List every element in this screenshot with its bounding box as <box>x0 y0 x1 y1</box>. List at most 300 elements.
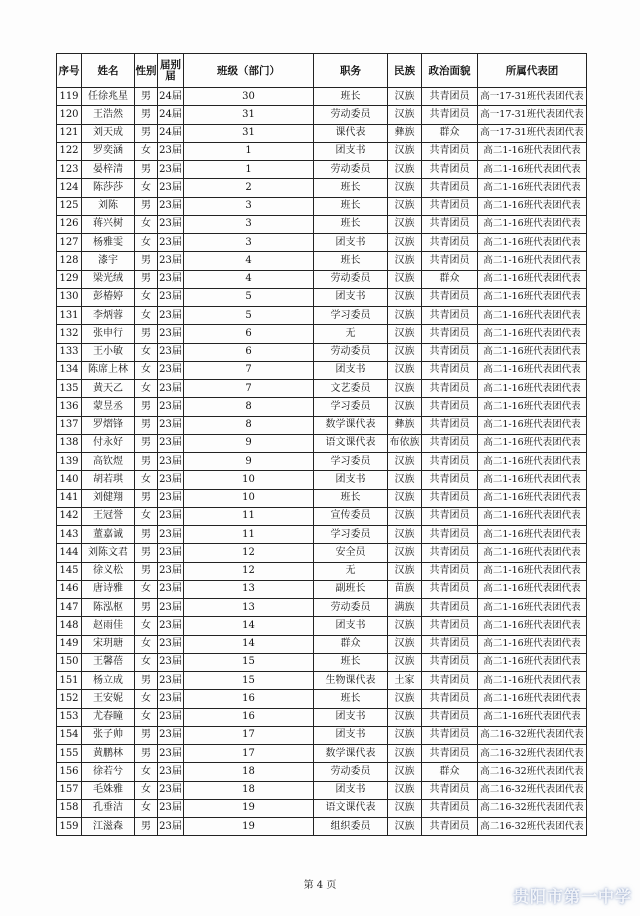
cell-gender: 男 <box>135 562 158 580</box>
cell-cohort: 23届 <box>158 507 184 525</box>
cell-position: 班长 <box>314 653 388 671</box>
cell-class: 15 <box>184 672 314 690</box>
cell-ethnicity: 汉族 <box>388 106 422 124</box>
cell-gender: 女 <box>135 142 158 160</box>
cell-ethnicity: 汉族 <box>388 653 422 671</box>
cell-seq: 152 <box>57 690 82 708</box>
cell-class: 15 <box>184 653 314 671</box>
table-row <box>57 252 587 270</box>
cell-ethnicity: 汉族 <box>388 161 422 179</box>
cell-name: 王安妮 <box>82 690 135 708</box>
cell-political-status: 共青团员 <box>422 818 478 836</box>
cell-delegation: 高二1-16班代表团代表 <box>478 526 587 544</box>
cell-cohort: 23届 <box>158 179 184 197</box>
cell-class: 5 <box>184 288 314 306</box>
table-row <box>57 489 587 507</box>
table-row <box>57 672 587 690</box>
cell-ethnicity: 彝族 <box>388 124 422 142</box>
cell-ethnicity: 汉族 <box>388 745 422 763</box>
cell-name: 彭椿婷 <box>82 288 135 306</box>
cell-political-status: 共青团员 <box>422 252 478 270</box>
cell-position: 班长 <box>314 179 388 197</box>
cell-gender: 男 <box>135 197 158 215</box>
cell-cohort: 23届 <box>158 471 184 489</box>
cell-gender: 男 <box>135 544 158 562</box>
cell-political-status: 共青团员 <box>422 672 478 690</box>
cell-cohort: 23届 <box>158 489 184 507</box>
cell-delegation: 高二1-16班代表团代表 <box>478 434 587 452</box>
cell-name: 黄鹏林 <box>82 745 135 763</box>
cell-gender: 女 <box>135 708 158 726</box>
table-row <box>57 635 587 653</box>
cell-class: 8 <box>184 416 314 434</box>
cell-cohort: 23届 <box>158 398 184 416</box>
cell-class: 31 <box>184 106 314 124</box>
cell-position: 学习委员 <box>314 307 388 325</box>
cell-delegation: 高二1-16班代表团代表 <box>478 562 587 580</box>
table-row <box>57 453 587 471</box>
cell-class: 7 <box>184 380 314 398</box>
cell-gender: 男 <box>135 745 158 763</box>
cell-name: 蒋兴树 <box>82 215 135 233</box>
cell-name: 蒙昱丞 <box>82 398 135 416</box>
cell-position: 团支书 <box>314 361 388 379</box>
cell-delegation: 高二1-16班代表团代表 <box>478 690 587 708</box>
cell-position: 无 <box>314 562 388 580</box>
cell-position: 团支书 <box>314 617 388 635</box>
cell-name: 江滋森 <box>82 818 135 836</box>
cell-delegation: 高二1-16班代表团代表 <box>478 507 587 525</box>
cell-cohort: 23届 <box>158 653 184 671</box>
cell-name: 陈席上林 <box>82 361 135 379</box>
page-number: 第 4 页 <box>303 880 337 891</box>
cell-delegation: 高一17-31班代表团代表 <box>478 106 587 124</box>
cell-ethnicity: 汉族 <box>388 562 422 580</box>
header-gender: 性别 <box>135 54 158 88</box>
header-name: 姓名 <box>82 54 135 88</box>
cell-cohort: 23届 <box>158 307 184 325</box>
cell-gender: 男 <box>135 818 158 836</box>
cell-political-status: 共青团员 <box>422 398 478 416</box>
cell-seq: 141 <box>57 489 82 507</box>
cell-cohort: 23届 <box>158 818 184 836</box>
cell-ethnicity: 汉族 <box>388 215 422 233</box>
cell-seq: 146 <box>57 580 82 598</box>
cell-seq: 148 <box>57 617 82 635</box>
cell-class: 5 <box>184 307 314 325</box>
cell-class: 9 <box>184 453 314 471</box>
cell-position: 宣传委员 <box>314 507 388 525</box>
cell-political-status: 共青团员 <box>422 544 478 562</box>
cell-class: 6 <box>184 343 314 361</box>
cell-ethnicity: 汉族 <box>388 252 422 270</box>
cell-ethnicity: 布依族 <box>388 434 422 452</box>
cell-ethnicity: 汉族 <box>388 307 422 325</box>
cell-position: 团支书 <box>314 234 388 252</box>
cell-ethnicity: 汉族 <box>388 270 422 288</box>
cell-political-status: 共青团员 <box>422 799 478 817</box>
cell-name: 刘陈 <box>82 197 135 215</box>
cell-seq: 156 <box>57 763 82 781</box>
cell-seq: 154 <box>57 726 82 744</box>
cell-gender: 女 <box>135 799 158 817</box>
cell-gender: 男 <box>135 161 158 179</box>
cell-cohort: 23届 <box>158 544 184 562</box>
cell-class: 17 <box>184 745 314 763</box>
cell-name: 高钦煜 <box>82 453 135 471</box>
cell-name: 尤春瞳 <box>82 708 135 726</box>
cell-gender: 女 <box>135 690 158 708</box>
cell-position: 文艺委员 <box>314 380 388 398</box>
cell-gender: 女 <box>135 234 158 252</box>
cell-political-status: 共青团员 <box>422 471 478 489</box>
cell-cohort: 24届 <box>158 88 184 106</box>
cell-delegation: 高二1-16班代表团代表 <box>478 197 587 215</box>
cell-cohort: 23届 <box>158 781 184 799</box>
cell-class: 4 <box>184 252 314 270</box>
cell-gender: 女 <box>135 361 158 379</box>
cell-cohort: 23届 <box>158 215 184 233</box>
cell-seq: 144 <box>57 544 82 562</box>
cell-class: 9 <box>184 434 314 452</box>
cell-gender: 女 <box>135 179 158 197</box>
cell-cohort: 23届 <box>158 580 184 598</box>
cell-delegation: 高二1-16班代表团代表 <box>478 453 587 471</box>
cell-seq: 134 <box>57 361 82 379</box>
table-row <box>57 763 587 781</box>
cell-position: 班长 <box>314 88 388 106</box>
cell-gender: 男 <box>135 434 158 452</box>
cell-political-status: 共青团员 <box>422 781 478 799</box>
cell-name: 王冠誉 <box>82 507 135 525</box>
cell-gender: 女 <box>135 507 158 525</box>
cell-seq: 120 <box>57 106 82 124</box>
cell-class: 8 <box>184 398 314 416</box>
cell-gender: 男 <box>135 526 158 544</box>
cell-ethnicity: 汉族 <box>388 361 422 379</box>
table-row <box>57 106 587 124</box>
cell-name: 刘健翔 <box>82 489 135 507</box>
cell-gender: 女 <box>135 288 158 306</box>
table-row <box>57 434 587 452</box>
cell-cohort: 23届 <box>158 726 184 744</box>
cell-delegation: 高二1-16班代表团代表 <box>478 708 587 726</box>
cell-position: 团支书 <box>314 726 388 744</box>
cell-political-status: 共青团员 <box>422 599 478 617</box>
cell-cohort: 24届 <box>158 124 184 142</box>
cell-ethnicity: 汉族 <box>388 763 422 781</box>
cell-political-status: 共青团员 <box>422 416 478 434</box>
cell-name: 董嘉诚 <box>82 526 135 544</box>
cell-ethnicity: 汉族 <box>388 617 422 635</box>
cell-name: 李炳蓉 <box>82 307 135 325</box>
cell-class: 16 <box>184 690 314 708</box>
cell-position: 生物课代表 <box>314 672 388 690</box>
cell-position: 群众 <box>314 635 388 653</box>
cell-name: 罗熠锋 <box>82 416 135 434</box>
cell-class: 13 <box>184 599 314 617</box>
cell-seq: 157 <box>57 781 82 799</box>
cell-gender: 女 <box>135 763 158 781</box>
table-row <box>57 288 587 306</box>
cell-class: 3 <box>184 234 314 252</box>
table-row <box>57 471 587 489</box>
cell-gender: 男 <box>135 270 158 288</box>
table-row <box>57 726 587 744</box>
cell-class: 19 <box>184 799 314 817</box>
cell-gender: 男 <box>135 106 158 124</box>
cell-position: 团支书 <box>314 288 388 306</box>
cell-ethnicity: 汉族 <box>388 398 422 416</box>
cell-cohort: 23届 <box>158 690 184 708</box>
cell-position: 组织委员 <box>314 818 388 836</box>
cell-delegation: 高二1-16班代表团代表 <box>478 398 587 416</box>
cell-seq: 123 <box>57 161 82 179</box>
table-row <box>57 781 587 799</box>
cell-delegation: 高二1-16班代表团代表 <box>478 653 587 671</box>
cell-class: 14 <box>184 635 314 653</box>
cell-cohort: 23届 <box>158 343 184 361</box>
cell-class: 1 <box>184 142 314 160</box>
cell-class: 16 <box>184 708 314 726</box>
cell-seq: 128 <box>57 252 82 270</box>
cell-delegation: 高二1-16班代表团代表 <box>478 234 587 252</box>
cell-ethnicity: 汉族 <box>388 799 422 817</box>
cell-class: 1 <box>184 161 314 179</box>
cell-ethnicity: 汉族 <box>388 325 422 343</box>
table-row <box>57 380 587 398</box>
cell-class: 11 <box>184 507 314 525</box>
table-row <box>57 88 587 106</box>
cell-delegation: 高二1-16班代表团代表 <box>478 635 587 653</box>
cell-cohort: 23届 <box>158 763 184 781</box>
cell-gender: 女 <box>135 781 158 799</box>
cell-ethnicity: 汉族 <box>388 343 422 361</box>
cell-gender: 女 <box>135 380 158 398</box>
cell-position: 语文课代表 <box>314 799 388 817</box>
cell-class: 30 <box>184 88 314 106</box>
cell-delegation: 高二1-16班代表团代表 <box>478 325 587 343</box>
cell-gender: 男 <box>135 489 158 507</box>
cell-cohort: 23届 <box>158 617 184 635</box>
cell-political-status: 共青团员 <box>422 489 478 507</box>
cell-cohort: 23届 <box>158 325 184 343</box>
cell-name: 付永好 <box>82 434 135 452</box>
cell-cohort: 23届 <box>158 288 184 306</box>
cell-cohort: 23届 <box>158 562 184 580</box>
cell-class: 19 <box>184 818 314 836</box>
cell-political-status: 共青团员 <box>422 197 478 215</box>
cell-gender: 女 <box>135 635 158 653</box>
cell-political-status: 共青团员 <box>422 106 478 124</box>
cell-gender: 女 <box>135 617 158 635</box>
cell-delegation: 高二1-16班代表团代表 <box>478 343 587 361</box>
cell-cohort: 23届 <box>158 161 184 179</box>
cell-cohort: 23届 <box>158 270 184 288</box>
school-watermark: 贵阳市第一中学 <box>512 887 632 906</box>
header-political-status: 政治面貌 <box>422 54 478 88</box>
cell-name: 王馨蓓 <box>82 653 135 671</box>
table-row <box>57 161 587 179</box>
cell-cohort: 23届 <box>158 434 184 452</box>
cell-name: 宋玥瑭 <box>82 635 135 653</box>
cell-delegation: 高二1-16班代表团代表 <box>478 270 587 288</box>
cell-name: 徐若兮 <box>82 763 135 781</box>
cell-class: 12 <box>184 562 314 580</box>
cell-political-status: 共青团员 <box>422 453 478 471</box>
cell-gender: 男 <box>135 124 158 142</box>
cell-position: 班长 <box>314 489 388 507</box>
table-row <box>57 325 587 343</box>
table-row <box>57 799 587 817</box>
cell-name: 孔垂洁 <box>82 799 135 817</box>
cell-seq: 130 <box>57 288 82 306</box>
cell-ethnicity: 苗族 <box>388 580 422 598</box>
cell-name: 漆宇 <box>82 252 135 270</box>
cell-position: 学习委员 <box>314 398 388 416</box>
table-row <box>57 197 587 215</box>
cell-cohort: 23届 <box>158 635 184 653</box>
cell-cohort: 23届 <box>158 708 184 726</box>
cell-class: 18 <box>184 763 314 781</box>
cell-political-status: 共青团员 <box>422 307 478 325</box>
cell-position: 课代表 <box>314 124 388 142</box>
cell-name: 陈泓枢 <box>82 599 135 617</box>
cell-name: 张子帅 <box>82 726 135 744</box>
cell-position: 副班长 <box>314 580 388 598</box>
table-row <box>57 745 587 763</box>
cell-political-status: 共青团员 <box>422 161 478 179</box>
cell-delegation: 高二1-16班代表团代表 <box>478 544 587 562</box>
cell-position: 无 <box>314 325 388 343</box>
cell-political-status: 共青团员 <box>422 234 478 252</box>
cell-cohort: 24届 <box>158 106 184 124</box>
table-row <box>57 416 587 434</box>
cell-gender: 男 <box>135 416 158 434</box>
cell-gender: 男 <box>135 599 158 617</box>
cell-seq: 150 <box>57 653 82 671</box>
cell-class: 10 <box>184 489 314 507</box>
cell-ethnicity: 汉族 <box>388 234 422 252</box>
cell-name: 杨立成 <box>82 672 135 690</box>
cell-gender: 女 <box>135 343 158 361</box>
header-class: 班级（部门） <box>184 54 314 88</box>
cell-name: 毛姝雅 <box>82 781 135 799</box>
cell-ethnicity: 汉族 <box>388 726 422 744</box>
table-row <box>57 270 587 288</box>
cell-cohort: 23届 <box>158 380 184 398</box>
table-row <box>57 526 587 544</box>
cell-position: 班长 <box>314 252 388 270</box>
cell-cohort: 23届 <box>158 745 184 763</box>
cell-seq: 147 <box>57 599 82 617</box>
cell-class: 12 <box>184 544 314 562</box>
cell-delegation: 高二1-16班代表团代表 <box>478 489 587 507</box>
cell-seq: 159 <box>57 818 82 836</box>
cell-ethnicity: 汉族 <box>388 142 422 160</box>
table-row <box>57 708 587 726</box>
cell-class: 6 <box>184 325 314 343</box>
cell-gender: 男 <box>135 88 158 106</box>
cell-delegation: 高二1-16班代表团代表 <box>478 416 587 434</box>
cell-class: 4 <box>184 270 314 288</box>
table-row <box>57 343 587 361</box>
cell-ethnicity: 汉族 <box>388 526 422 544</box>
cell-political-status: 共青团员 <box>422 361 478 379</box>
cell-political-status: 共青团员 <box>422 562 478 580</box>
cell-political-status: 共青团员 <box>422 526 478 544</box>
cell-political-status: 共青团员 <box>422 507 478 525</box>
cell-class: 2 <box>184 179 314 197</box>
cell-gender: 女 <box>135 215 158 233</box>
table-row <box>57 544 587 562</box>
cell-delegation: 高二1-16班代表团代表 <box>478 288 587 306</box>
cell-delegation: 高二1-16班代表团代表 <box>478 142 587 160</box>
cell-position: 劳动委员 <box>314 599 388 617</box>
cell-position: 数学课代表 <box>314 745 388 763</box>
header-seq: 序号 <box>57 54 82 88</box>
cell-seq: 124 <box>57 179 82 197</box>
cell-seq: 149 <box>57 635 82 653</box>
cell-class: 7 <box>184 361 314 379</box>
cell-seq: 121 <box>57 124 82 142</box>
cell-delegation: 高二1-16班代表团代表 <box>478 672 587 690</box>
cell-political-status: 共青团员 <box>422 88 478 106</box>
cell-political-status: 群众 <box>422 270 478 288</box>
cell-position: 团支书 <box>314 708 388 726</box>
table-row <box>57 818 587 836</box>
delegate-roster-table <box>56 53 587 836</box>
cell-ethnicity: 汉族 <box>388 88 422 106</box>
table-row <box>57 653 587 671</box>
cell-cohort: 23届 <box>158 453 184 471</box>
cell-position: 团支书 <box>314 781 388 799</box>
table-row <box>57 580 587 598</box>
cell-cohort: 23届 <box>158 361 184 379</box>
cell-ethnicity: 汉族 <box>388 380 422 398</box>
cell-name: 罗奕涵 <box>82 142 135 160</box>
cell-position: 劳动委员 <box>314 161 388 179</box>
cell-ethnicity: 汉族 <box>388 453 422 471</box>
table-row <box>57 690 587 708</box>
cell-cohort: 23届 <box>158 252 184 270</box>
cell-position: 班长 <box>314 197 388 215</box>
cell-position: 学习委员 <box>314 526 388 544</box>
cell-delegation: 高二1-16班代表团代表 <box>478 215 587 233</box>
cell-seq: 119 <box>57 88 82 106</box>
cell-seq: 143 <box>57 526 82 544</box>
cell-ethnicity: 土家 <box>388 672 422 690</box>
cell-name: 任徐兆星 <box>82 88 135 106</box>
cell-name: 晏梓清 <box>82 161 135 179</box>
cell-political-status: 共青团员 <box>422 142 478 160</box>
cell-delegation: 高二1-16班代表团代表 <box>478 252 587 270</box>
cell-class: 18 <box>184 781 314 799</box>
cell-delegation: 高二1-16班代表团代表 <box>478 380 587 398</box>
cell-political-status: 共青团员 <box>422 635 478 653</box>
cell-cohort: 23届 <box>158 599 184 617</box>
cell-delegation: 高二1-16班代表团代表 <box>478 617 587 635</box>
cell-seq: 125 <box>57 197 82 215</box>
cell-name: 陈莎莎 <box>82 179 135 197</box>
cell-political-status: 群众 <box>422 763 478 781</box>
cell-cohort: 23届 <box>158 526 184 544</box>
cell-position: 劳动委员 <box>314 343 388 361</box>
cell-ethnicity: 汉族 <box>388 471 422 489</box>
cell-delegation: 高二1-16班代表团代表 <box>478 179 587 197</box>
header-cohort: 届别届 <box>158 54 184 88</box>
cell-gender: 男 <box>135 672 158 690</box>
